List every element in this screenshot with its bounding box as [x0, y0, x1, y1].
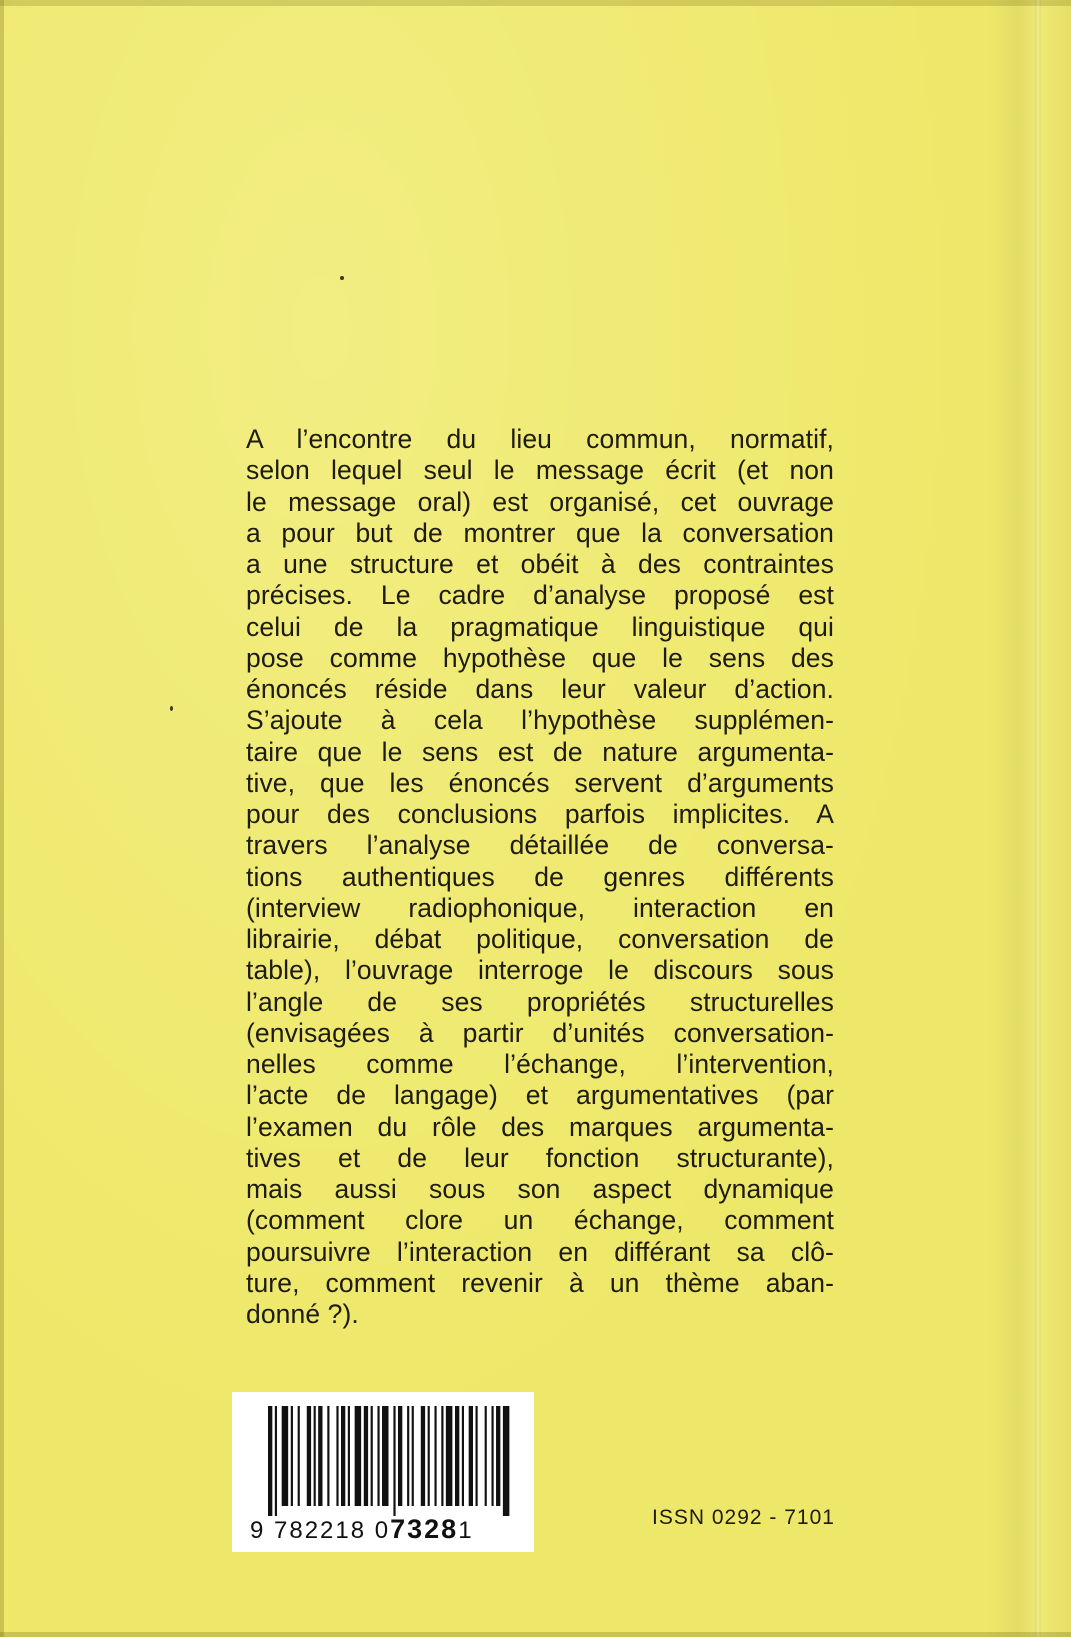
back-cover-blurb — [246, 424, 834, 1330]
cover-edge-bottom — [0, 1632, 1071, 1637]
blurb-line: (envisagées à partir d’unités conversation- — [246, 1017, 834, 1048]
barcode-bar — [298, 1406, 300, 1506]
blurb-line: tive, que les énoncés servent d’arguments — [246, 767, 834, 798]
barcode-bar — [476, 1406, 478, 1506]
barcode-bar — [282, 1406, 289, 1506]
barcode-bar — [462, 1406, 464, 1506]
barcode-bar — [412, 1406, 414, 1506]
blurb-line: (comment clore un échange, comment — [246, 1205, 834, 1236]
barcode-bar — [407, 1406, 409, 1506]
barcode-bar — [428, 1406, 430, 1506]
barcode-bar — [469, 1406, 473, 1506]
blurb-line: précises. Le cadre d’analyse proposé est — [246, 580, 834, 611]
blurb-line: donné ?). — [246, 1299, 359, 1329]
barcode-label — [232, 1392, 534, 1552]
barcode-number-bold: 7328 — [390, 1514, 459, 1544]
barcode-bar — [318, 1406, 322, 1506]
barcode-bar — [485, 1406, 487, 1506]
barcode-bar — [398, 1406, 402, 1506]
blurb-line: tives et de leur fonction structurante), — [246, 1142, 834, 1173]
barcode-bar — [355, 1406, 362, 1506]
print-speck — [340, 276, 344, 280]
barcode-number-suffix: 1 — [458, 1517, 474, 1544]
barcode-bar — [268, 1406, 272, 1516]
blurb-line: l’acte de langage) et argumentatives (par — [246, 1080, 834, 1111]
print-speck — [170, 706, 173, 711]
blurb-line: librairie, débat politique, conversation de — [246, 924, 834, 954]
barcode-bar — [275, 1406, 277, 1516]
barcode-bar — [307, 1406, 311, 1506]
barcode-bar — [364, 1406, 368, 1506]
blurb-line: nelles comme l’échange, l’intervention, — [246, 1049, 834, 1079]
barcode-bar — [371, 1406, 373, 1506]
blurb-line: a pour but de montrer que la conversation — [246, 517, 834, 548]
blurb-line: (interview radiophonique, interaction en — [246, 892, 834, 923]
barcode-bar — [382, 1406, 389, 1506]
blurb-line: l’examen du rôle des marques argumenta- — [246, 1111, 834, 1142]
barcode-bar — [421, 1406, 425, 1506]
barcode-bar — [393, 1406, 395, 1516]
barcode-bar — [314, 1406, 316, 1506]
spine-fold — [1035, 0, 1041, 1637]
barcode-bar — [503, 1406, 510, 1516]
blurb-line: table), l’ouvrage interroge le discours sous — [246, 955, 834, 986]
barcode-bar — [491, 1406, 493, 1506]
blurb-line: A l’encontre du lieu commun, normatif, — [246, 424, 834, 454]
blurb-line: a une structure et obéit à des contraintes — [246, 549, 834, 579]
barcode-bar — [327, 1406, 329, 1506]
blurb-line: taire que le sens est de nature argumenta- — [246, 736, 834, 767]
barcode-bar — [455, 1406, 459, 1506]
blurb-line: S’ajoute à cela l’hypothèse supplémen- — [246, 705, 834, 736]
barcode-bars — [268, 1406, 512, 1516]
barcode-bar — [446, 1406, 453, 1506]
blurb-line: pose comme hypothèse que le sens des — [246, 642, 834, 673]
barcode-bar — [496, 1406, 500, 1506]
blurb-line: l’angle de ses propriétés structurelles — [246, 986, 834, 1017]
barcode-bar — [434, 1406, 436, 1506]
blurb-line: celui de la pragmatique linguistique qui — [246, 611, 834, 642]
barcode-bar — [377, 1406, 379, 1506]
cover-edge-left — [0, 0, 4, 1637]
barcode-bar — [341, 1406, 345, 1506]
barcode-bar — [441, 1406, 443, 1506]
barcode-number-prefix: 9 782218 0 — [250, 1517, 391, 1544]
blurb-line: mais aussi sous son aspect dynamique — [246, 1174, 834, 1204]
issn-number: ISSN 0292 - 7101 — [652, 1506, 835, 1529]
blurb-line: selon lequel seul le message écrit (et non — [246, 455, 834, 486]
barcode-bar — [336, 1406, 338, 1506]
barcode-bar — [348, 1406, 350, 1506]
blurb-line: poursuivre l’interaction en différant sa clô- — [246, 1236, 834, 1267]
blurb-line: travers l’analyse détaillée de conversa- — [246, 830, 834, 861]
barcode-bar — [291, 1406, 293, 1506]
blurb-line: le message oral) est organisé, cet ouvrage — [246, 486, 834, 517]
blurb-line: pour des conclusions parfois implicites. A — [246, 799, 834, 829]
blurb-line: ture, comment revenir à un thème aban- — [246, 1267, 834, 1298]
blurb-line: énoncés réside dans leur valeur d’action. — [246, 674, 834, 704]
cover-edge-top — [0, 0, 1071, 6]
blurb-line: tions authentiques de genres différents — [246, 861, 834, 892]
barcode-number — [250, 1514, 474, 1545]
